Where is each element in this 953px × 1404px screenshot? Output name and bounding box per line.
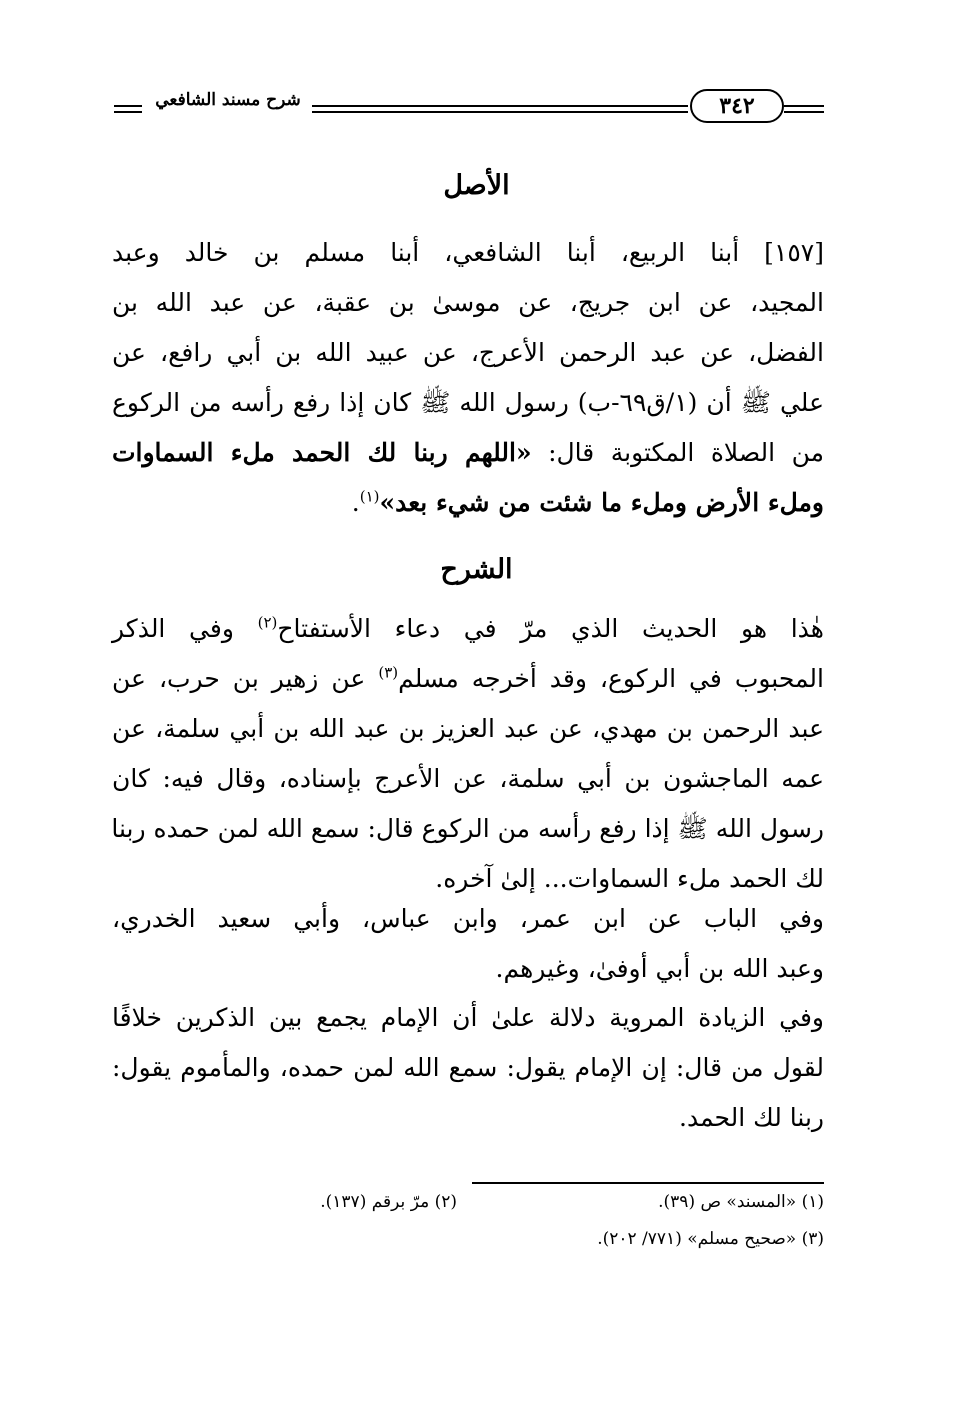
page-number-badge: [690, 89, 784, 123]
asl-line-1: [١٥٧] أبنا الربيع، أبنا الشافعي، أبنا مسلم بن خالد وعبد: [112, 238, 824, 267]
header-rule-middle: [312, 105, 688, 113]
asl-line-5: [112, 428, 824, 478]
asl-line-5-quote: «اللهم ربنا لك الحمد ملء السماوات: [112, 438, 532, 467]
asl-line-6-end: .: [351, 488, 360, 517]
sharh-paragraph-2: [112, 894, 824, 994]
sharh-line-4: عمه الماجشون بن أبي سلمة، عن الأعرج بإسناده، وقال فيه: كان: [112, 764, 824, 793]
sharh-line-3: عبد الرحمن بن مهدي، عن عبد العزيز بن عبد الله بن أبي سلمة، عن: [112, 714, 824, 743]
footnote-ref-2: (٢): [257, 613, 278, 632]
sharh-p3-line-1: وفي الزيادة المروية دلالة علىٰ أن الإمام يجمع بين الذكرين خلافًا: [112, 1003, 824, 1032]
sharh-line-1-a: هٰذا هو الحديث الذي مرّ في دعاء الأستفتاح: [277, 614, 824, 643]
sharh-line-2: [112, 654, 824, 704]
asl-line-3: الفضل، عن عبد الرحمن الأعرج، عن عبيد الله بن أبي رافع، عن: [112, 338, 824, 367]
asl-line-6: [112, 478, 824, 528]
running-title: شرح مسند الشافعي: [155, 90, 301, 110]
asl-line-4: علي ﷺ أن (١/ق٦٩-ب) رسول الله ﷺ كان إذا رفع رأسه من الركوع: [112, 388, 824, 417]
heading-asl: الأصل: [443, 170, 510, 201]
footnote-2: (٢) مرّ برقم (١٣٧).: [320, 1192, 457, 1212]
sharh-line-2-b: عن زهير بن حرب، عن: [112, 664, 379, 693]
sharh-paragraph-1: [112, 604, 824, 904]
sharh-p2-line-1: وفي الباب عن ابن عمر، وابن عباس، وأبي سعيد الخدري،: [112, 904, 824, 933]
sharh-p3-line-2: لقول من قال: إن الإمام يقول: سمع الله لمن حمده، والمأموم يقول:: [112, 1053, 824, 1082]
sharh-line-2-a: المحبوب في الركوع، وقد أخرجه مسلم: [398, 664, 824, 693]
asl-line-2: المجيد، عن ابن جريج، عن موسىٰ بن عقبة، عن عبد الله بن: [112, 288, 824, 317]
asl-paragraph: [112, 228, 824, 528]
sharh-p3-line-3: ربنا لك الحمد.: [679, 1103, 824, 1132]
page-number: ٣٤٢: [719, 93, 755, 119]
sharh-p2-line-2: وعبد الله بن أبي أوفىٰ، وغيرهم.: [495, 954, 824, 983]
heading-sharh: الشرح: [440, 554, 513, 585]
asl-line-5-text: من الصلاة المكتوبة قال:: [531, 438, 825, 467]
footnote-3: (٣) «صحيح مسلم» (٧٧١/ ٢٠٢).: [597, 1229, 824, 1249]
sharh-line-1-b: وفي الذكر: [112, 614, 258, 643]
sharh-line-5: رسول الله ﷺ إذا رفع رأسه من الركوع قال: سمع الله لمن حمده ربنا: [111, 814, 824, 843]
sharh-line-6: لك الحمد ملء السماوات... إلىٰ آخره.: [435, 864, 824, 893]
footnote-1: (١) «المسند» ص (٣٩).: [658, 1192, 824, 1212]
page-header: [112, 86, 824, 132]
footnote-divider: [472, 1182, 824, 1184]
header-rule-left: [114, 105, 142, 113]
sharh-paragraph-3: [112, 993, 824, 1143]
footnote-ref-3: (٣): [378, 663, 399, 682]
sharh-line-1: [112, 604, 824, 654]
header-rule-right: [784, 105, 824, 113]
asl-line-6-quote: وملء الأرض وملء ما شئت من شيء بعد»: [379, 488, 824, 517]
footnote-ref-1: (١): [359, 487, 380, 506]
